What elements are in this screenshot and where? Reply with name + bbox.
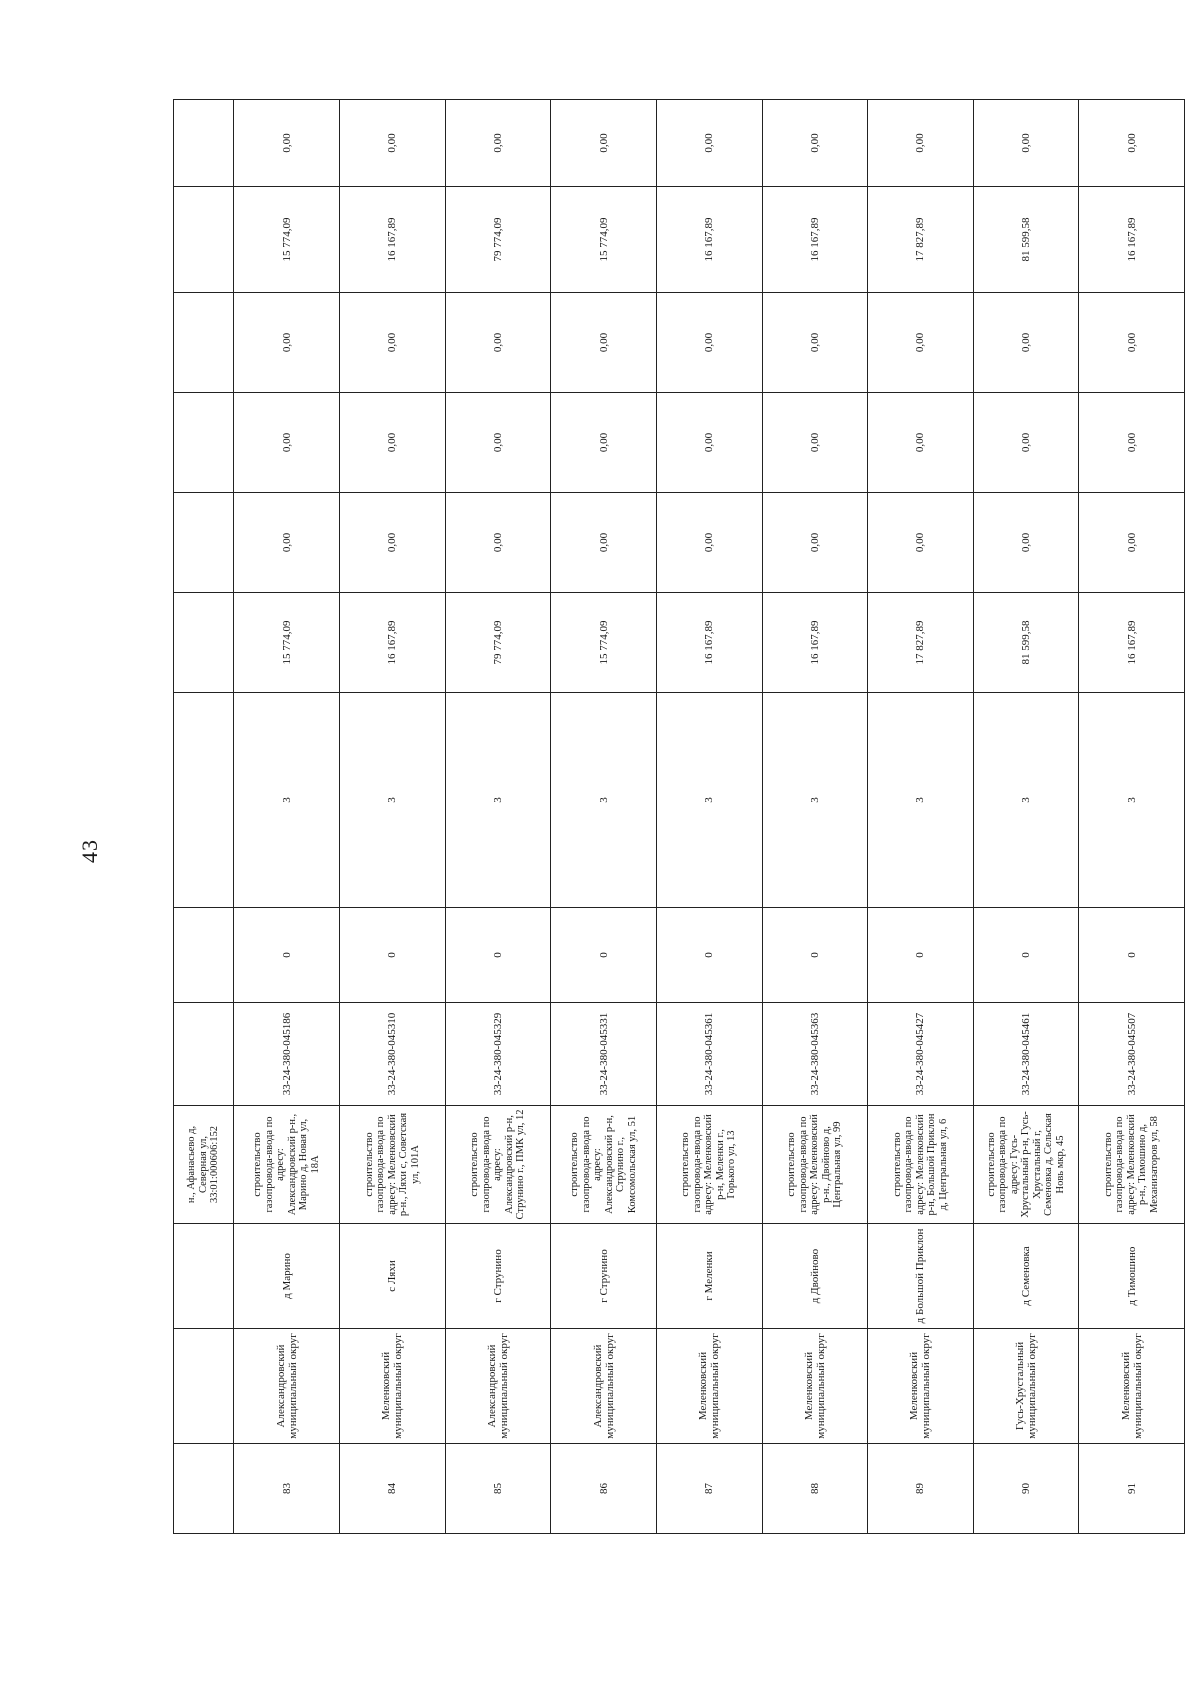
cell-col12: 17 827,89 — [868, 187, 974, 293]
cell-col10: 0,00 — [656, 393, 762, 493]
cell-col13: 0,00 — [868, 100, 974, 187]
cell-num: 89 — [868, 1444, 974, 1534]
cell-code: 33-24-380-045507 — [1079, 1003, 1185, 1106]
cell-col9: 0,00 — [656, 493, 762, 593]
cell-district: Меленковский муниципальный округ — [1079, 1329, 1185, 1444]
cell-col8: 16 167,89 — [340, 593, 446, 693]
cell-code: 33-24-380-045427 — [868, 1003, 974, 1106]
table-row-continuation — [174, 100, 234, 1534]
cell-address: строительство газопровода-ввода по адресу: Александровский р-н, Струнино г., ПМК ул, 12 — [445, 1106, 551, 1224]
cell-col7: 3 — [1079, 693, 1185, 908]
cell-num: 83 — [234, 1444, 340, 1534]
cell-col6: 0 — [445, 908, 551, 1003]
cell-col10: 0,00 — [340, 393, 446, 493]
table-wrapper — [173, 100, 1200, 1534]
cell-col8: 16 167,89 — [1079, 593, 1185, 693]
cell-col9: 0,00 — [1079, 493, 1185, 593]
cell-col6: 0 — [340, 908, 446, 1003]
cell-col12: 16 167,89 — [656, 187, 762, 293]
cell-locality: с Ляхи — [340, 1224, 446, 1329]
cell-address: строительство газопровода-ввода по адресу: Меленковский р-н., Тимошино д, Механизаторов ул, 58 — [1079, 1106, 1185, 1224]
cell-col9 — [174, 493, 234, 593]
cell-col12: 81 599,58 — [973, 187, 1079, 293]
cell-locality — [174, 1224, 234, 1329]
cell-district: Меленковский муниципальный округ — [762, 1329, 868, 1444]
cell-locality: д Семеновка — [973, 1224, 1079, 1329]
cell-col12: 16 167,89 — [762, 187, 868, 293]
cell-col10: 0,00 — [551, 393, 657, 493]
cell-num: 90 — [973, 1444, 1079, 1534]
cell-address: строительство газопровода-ввода по адресу: Меленковский р-н., Двойново д, Центральная ул, 99 — [762, 1106, 868, 1224]
cell-col10: 0,00 — [762, 393, 868, 493]
cell-col11: 0,00 — [762, 293, 868, 393]
cell-col6: 0 — [868, 908, 974, 1003]
table-row — [234, 100, 340, 1534]
table-row — [656, 100, 762, 1534]
cell-col7: 3 — [234, 693, 340, 908]
cell-col6: 0 — [234, 908, 340, 1003]
cell-col9: 0,00 — [234, 493, 340, 593]
cell-col8: 16 167,89 — [656, 593, 762, 693]
cell-col11 — [174, 293, 234, 393]
cell-col6: 0 — [973, 908, 1079, 1003]
cell-col8: 15 774,09 — [551, 593, 657, 693]
cell-col13 — [174, 100, 234, 187]
cell-col9: 0,00 — [445, 493, 551, 593]
cell-col9: 0,00 — [762, 493, 868, 593]
cell-col13: 0,00 — [234, 100, 340, 187]
cell-code — [174, 1003, 234, 1106]
cell-col12: 15 774,09 — [551, 187, 657, 293]
cell-col10: 0,00 — [234, 393, 340, 493]
cell-col8: 15 774,09 — [234, 593, 340, 693]
cell-col10: 0,00 — [1079, 393, 1185, 493]
cell-locality: д Большой Приклон — [868, 1224, 974, 1329]
cell-col9: 0,00 — [551, 493, 657, 593]
cell-num — [174, 1444, 234, 1534]
cell-num: 84 — [340, 1444, 446, 1534]
cell-num: 88 — [762, 1444, 868, 1534]
cell-col7: 3 — [656, 693, 762, 908]
cell-locality: г Струнино — [445, 1224, 551, 1329]
cell-col13: 0,00 — [656, 100, 762, 187]
cell-col12 — [174, 187, 234, 293]
rotated-table-area — [173, 100, 1200, 1494]
cell-district: Александровский муниципальный округ — [445, 1329, 551, 1444]
cell-col7: 3 — [445, 693, 551, 908]
cell-locality: д Марино — [234, 1224, 340, 1329]
cell-col12: 79 774,09 — [445, 187, 551, 293]
cell-col13: 0,00 — [445, 100, 551, 187]
cell-locality: г Меленки — [656, 1224, 762, 1329]
table-row — [1079, 100, 1185, 1534]
cell-col7: 3 — [551, 693, 657, 908]
cell-col11: 0,00 — [234, 293, 340, 393]
cell-col6: 0 — [656, 908, 762, 1003]
cell-locality: д Тимошино — [1079, 1224, 1185, 1329]
cell-code: 33-24-380-045363 — [762, 1003, 868, 1106]
cell-col7: 3 — [973, 693, 1079, 908]
cell-col8: 16 167,89 — [762, 593, 868, 693]
table-row — [551, 100, 657, 1534]
cell-col13: 0,00 — [762, 100, 868, 187]
cell-col7: 3 — [868, 693, 974, 908]
cell-district: Меленковский муниципальный округ — [340, 1329, 446, 1444]
cell-address: строительство газопровода-ввода по адресу: Александровский р-н., Марино д, Новая ул, 18А — [234, 1106, 340, 1224]
cell-col13: 0,00 — [973, 100, 1079, 187]
cell-col6: 0 — [1079, 908, 1185, 1003]
cell-district: Меленковский муниципальный округ — [868, 1329, 974, 1444]
cell-locality: д Двойново — [762, 1224, 868, 1329]
cell-col6: 0 — [762, 908, 868, 1003]
table-body — [174, 100, 1185, 1534]
table-row — [340, 100, 446, 1534]
cell-code: 33-24-380-045329 — [445, 1003, 551, 1106]
cell-district: Александровский муниципальный округ — [551, 1329, 657, 1444]
cell-district: Меленковский муниципальный округ — [656, 1329, 762, 1444]
cell-col11: 0,00 — [445, 293, 551, 393]
cell-col8: 81 599,58 — [973, 593, 1079, 693]
cell-address: строительство газопровода-ввода по адресу: Александровский р-н, Струнино г., Комсомольская ул, 51 — [551, 1106, 657, 1224]
cell-address: строительство газопровода-ввода по адресу: Меленковский р-н, Меленки г., Горького ул, 13 — [656, 1106, 762, 1224]
cell-col9: 0,00 — [340, 493, 446, 593]
cell-num: 87 — [656, 1444, 762, 1534]
cell-district — [174, 1329, 234, 1444]
cell-col11: 0,00 — [656, 293, 762, 393]
cell-col8: 17 827,89 — [868, 593, 974, 693]
cell-col6: 0 — [551, 908, 657, 1003]
cell-district: Гусь-Хрустальный муниципальный округ — [973, 1329, 1079, 1444]
cell-col13: 0,00 — [340, 100, 446, 187]
cell-col7: 3 — [340, 693, 446, 908]
cell-address: строительство газопровода-ввода по адресу: Гусь-Хрустальный р-н, Гусь-Хрустальный г, Семеновка д, Сельская Новь мкр, 45 — [973, 1106, 1079, 1224]
cell-col11: 0,00 — [340, 293, 446, 393]
cell-locality: г Струнино — [551, 1224, 657, 1329]
cell-address: строительство газопровода-ввода по адресу: Меленковский р-н., Ляхи с, Советская ул, 101А — [340, 1106, 446, 1224]
cell-col10: 0,00 — [973, 393, 1079, 493]
cell-col9: 0,00 — [868, 493, 974, 593]
table-row — [445, 100, 551, 1534]
cell-code: 33-24-380-045310 — [340, 1003, 446, 1106]
cell-col8 — [174, 593, 234, 693]
cell-num: 85 — [445, 1444, 551, 1534]
register-table — [173, 99, 1185, 1534]
cell-code: 33-24-380-045361 — [656, 1003, 762, 1106]
cell-col8: 79 774,09 — [445, 593, 551, 693]
cell-col12: 16 167,89 — [340, 187, 446, 293]
cell-code: 33-24-380-045186 — [234, 1003, 340, 1106]
cell-col11: 0,00 — [973, 293, 1079, 393]
cell-address: н., Афанасьево д, Северная ул, 33:01:000606:152 — [174, 1106, 234, 1224]
cell-col11: 0,00 — [1079, 293, 1185, 393]
cell-code: 33-24-380-045331 — [551, 1003, 657, 1106]
cell-col13: 0,00 — [551, 100, 657, 187]
cell-col12: 16 167,89 — [1079, 187, 1185, 293]
cell-col13: 0,00 — [1079, 100, 1185, 187]
cell-num: 91 — [1079, 1444, 1185, 1534]
table-row — [973, 100, 1079, 1534]
cell-num: 86 — [551, 1444, 657, 1534]
cell-col10 — [174, 393, 234, 493]
cell-col10: 0,00 — [868, 393, 974, 493]
table-row — [868, 100, 974, 1534]
cell-col7 — [174, 693, 234, 908]
cell-col9: 0,00 — [973, 493, 1079, 593]
cell-col11: 0,00 — [551, 293, 657, 393]
cell-code: 33-24-380-045461 — [973, 1003, 1079, 1106]
cell-col7: 3 — [762, 693, 868, 908]
table-row — [762, 100, 868, 1534]
cell-col6 — [174, 908, 234, 1003]
cell-col12: 15 774,09 — [234, 187, 340, 293]
cell-district: Александровский муниципальный округ — [234, 1329, 340, 1444]
cell-col11: 0,00 — [868, 293, 974, 393]
cell-col10: 0,00 — [445, 393, 551, 493]
page-number: 43 — [77, 839, 102, 863]
cell-address: строительство газопровода-ввода по адресу: Меленковский р-н, Большой Приклон д, Центральная ул, 6 — [868, 1106, 974, 1224]
